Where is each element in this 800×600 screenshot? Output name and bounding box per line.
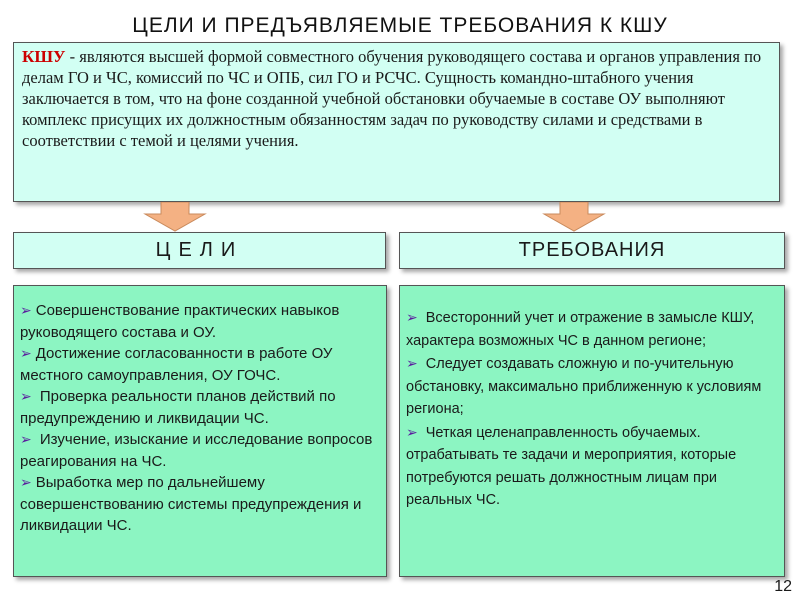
requirements-list xyxy=(399,285,785,577)
list-item: ➢ Всесторонний учет и отражение в замысле КШУ, характера возможных ЧС в данном регионе; xyxy=(406,309,755,349)
arrow-bullet-icon: ➢ xyxy=(20,388,32,404)
list-item: ➢ Проверка реальности планов действий по предупреждению и ликвидации ЧС. xyxy=(20,388,336,427)
arrow-bullet-icon: ➢ xyxy=(20,302,32,318)
goals-header: ЦЕЛИ xyxy=(13,232,386,269)
arrow-bullet-icon: ➢ xyxy=(406,423,418,440)
intro-text: - являются высшей формой совместного обучения руководящего состава и органов управления по делам ГО и ЧС, комиссий по ЧС и ОПБ, сил ГО и РСЧС. Сущность командно-штабного учения заключается в том, что на фоне созданной учебной обстановки обучаемые в составе ОУ выполняют комплекс присущих их должностным обязанностям задач по руководству силами и средствами в соответствии с темой и целями учения. xyxy=(22,47,762,150)
list-item: ➢ Достижение согласованности в работе ОУ местного самоуправления, ОУ ГОЧС. xyxy=(20,345,333,384)
down-arrow-icon xyxy=(542,202,606,232)
list-item: ➢ Четкая целенаправленность обучаемых. отрабатывать те задачи и мероприятия, которые потребуются решать должностным лицам при реальных ЧС. xyxy=(406,423,737,508)
down-arrow-icon xyxy=(143,202,207,232)
list-item: ➢ Изучение, изыскание и исследование вопросов реагирования на ЧС. xyxy=(20,431,373,470)
arrow-bullet-icon: ➢ xyxy=(406,309,418,325)
page-number: 12 xyxy=(774,578,792,595)
arrow-bullet-icon: ➢ xyxy=(406,355,418,371)
arrow-bullet-icon: ➢ xyxy=(20,474,32,490)
goals-list xyxy=(13,285,387,577)
arrow-bullet-icon: ➢ xyxy=(20,345,32,361)
page-title: ЦЕЛИ И ПРЕДЪЯВЛЯЕМЫЕ ТРЕБОВАНИЯ К КШУ xyxy=(132,14,668,37)
intro-term: КШУ xyxy=(22,47,66,66)
arrow-bullet-icon: ➢ xyxy=(20,431,32,447)
list-item: ➢ Совершенствование практических навыков руководящего состава и ОУ. xyxy=(20,302,340,341)
requirements-header: ТРЕБОВАНИЯ xyxy=(399,232,785,269)
list-item: ➢ Следует создавать сложную и по-учительную обстановку, максимально приближенную к условиям региона; xyxy=(406,355,762,417)
intro-box xyxy=(13,42,780,202)
list-item: ➢ Выработка мер по дальнейшему совершенствованию системы предупреждения и ликвидации ЧС. xyxy=(20,474,362,534)
